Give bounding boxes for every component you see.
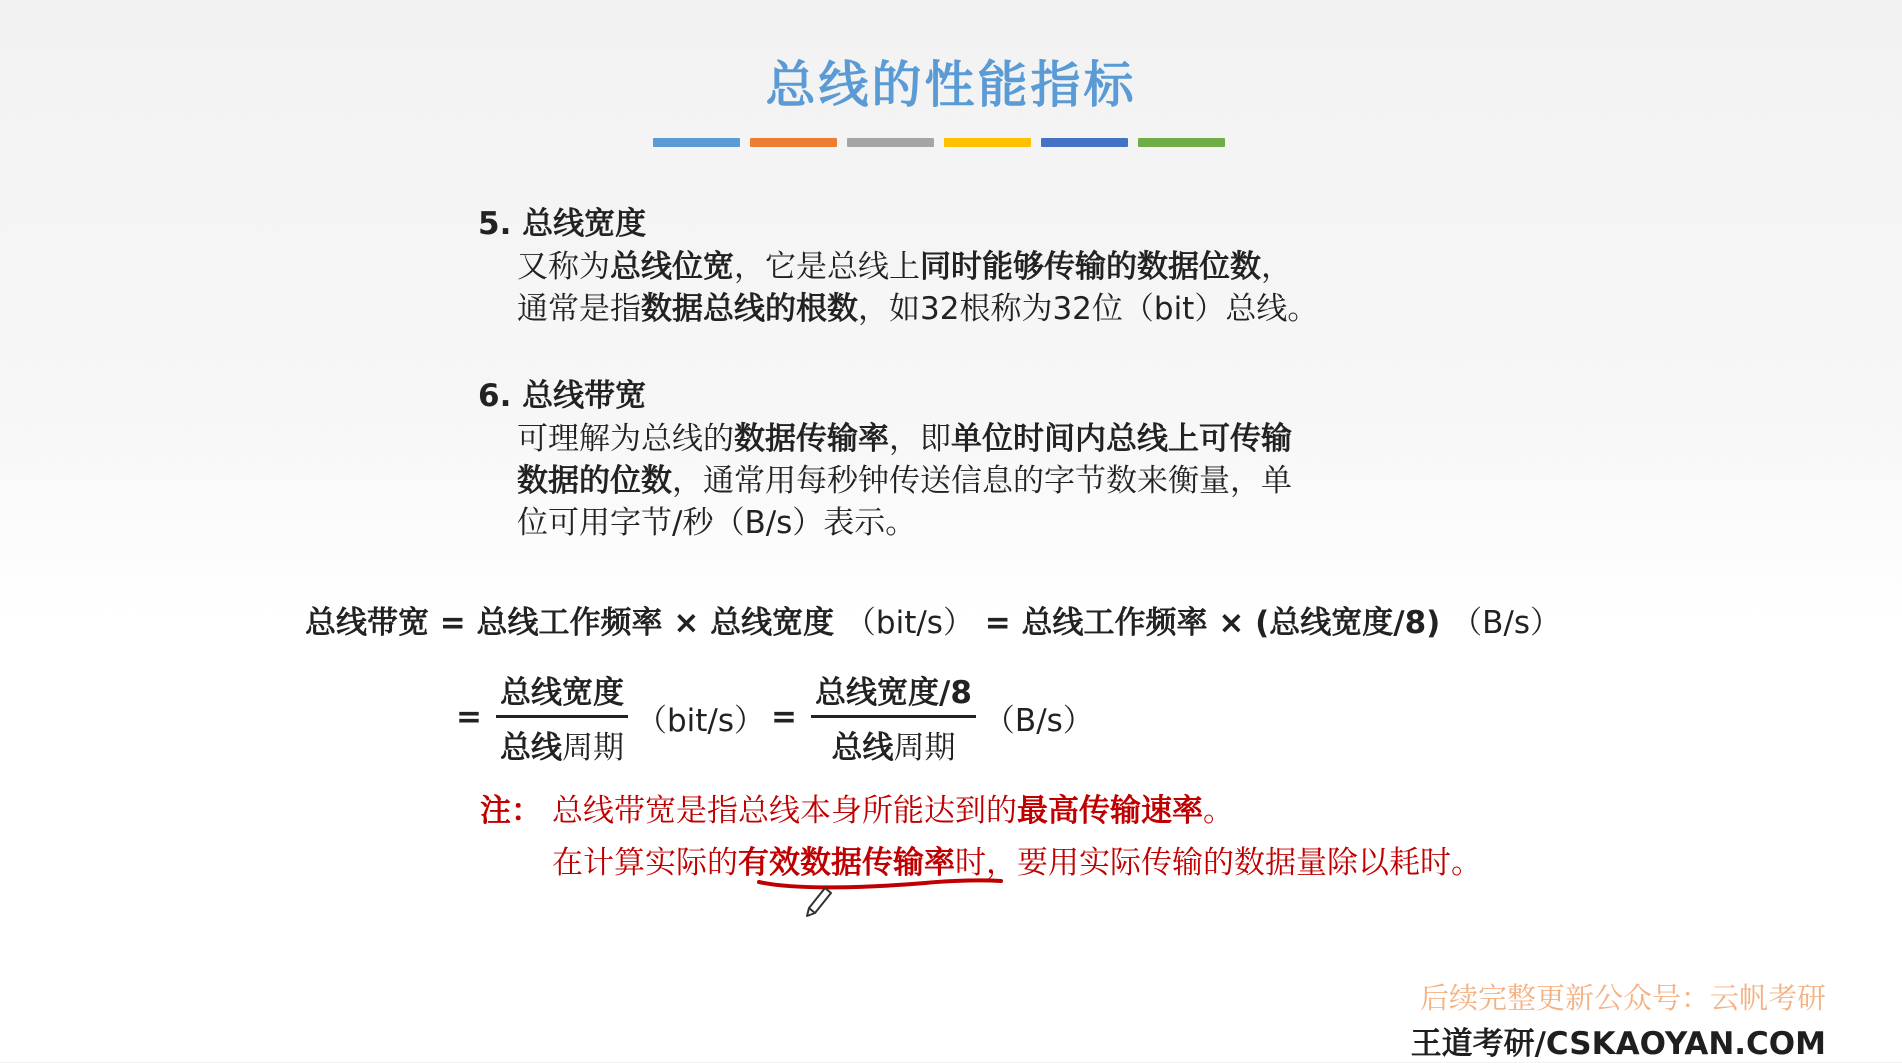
bold-text: 最高传输速率 xyxy=(1017,793,1203,829)
text: 时，要用实际传输的数据量除以耗时。 xyxy=(955,845,1482,881)
note-label: 注： xyxy=(480,793,542,829)
bold-text: 有效数据传输率 xyxy=(738,845,955,881)
fraction-numerator: 总线宽度 xyxy=(496,667,628,718)
formula-part-1: 总线带宽 = 总线工作频率 × 总线宽度 xyxy=(305,605,835,641)
footer-brand: 王道考研/CSKAOYAN.COM xyxy=(1410,1026,1826,1062)
color-bar-segment xyxy=(944,138,1031,147)
color-bar-segment xyxy=(1138,138,1225,147)
footer-subscribe-text: 后续完整更新公众号：云帆考研 xyxy=(1419,981,1826,1015)
section-5-heading: 5. 总线宽度 xyxy=(478,206,647,242)
equals-sign: = xyxy=(771,699,798,735)
equals-sign: = xyxy=(456,699,482,735)
text: 通常是指 xyxy=(517,291,641,327)
text: ， xyxy=(1261,249,1292,285)
text: 总线带宽是指总线本身所能达到的 xyxy=(552,793,1017,829)
slide-title: 总线的性能指标 xyxy=(765,56,1137,114)
text: ，即 xyxy=(889,421,951,457)
pen-cursor-icon xyxy=(807,888,831,916)
fraction-denominator: 总线周期 xyxy=(499,730,624,766)
color-bar-segment xyxy=(750,138,837,147)
section-6-heading: 6. 总线带宽 xyxy=(478,378,647,414)
formula-part-2: = 总线工作频率 × (总线宽度/8) xyxy=(984,605,1441,641)
color-bar-segment xyxy=(847,138,934,147)
text: ，它是总线上 xyxy=(734,249,920,285)
formula-unit-bytes: （B/s） xyxy=(1451,605,1561,641)
formula-unit-bits: （bit/s） xyxy=(844,605,974,641)
section-6-line-2 xyxy=(517,460,1292,502)
text: ，通常用每秒钟传送信息的字节数来衡量，单 xyxy=(672,463,1292,499)
text: 。 xyxy=(1203,793,1234,829)
color-bar-segment xyxy=(1041,138,1128,147)
bandwidth-formula xyxy=(305,597,1561,642)
bandwidth-fraction-formula xyxy=(450,667,1094,767)
bold-text: 数据传输率 xyxy=(734,421,889,457)
fraction-denominator: 总线周期 xyxy=(831,730,956,766)
section-5-line-1 xyxy=(517,246,1292,288)
bold-text: 同时能够传输的数据位数 xyxy=(920,249,1261,285)
text: ，如32根称为32位（bit）总线。 xyxy=(858,291,1319,327)
section-6-line-3 xyxy=(517,502,916,544)
section-5-line-2 xyxy=(517,288,1318,330)
note-line-1 xyxy=(552,785,1234,830)
fraction-width-over-period xyxy=(496,667,628,767)
bold-text: 单位时间内总线上可传输 xyxy=(951,421,1292,457)
section-6-line-1 xyxy=(517,418,1292,460)
handwritten-underline xyxy=(755,872,1015,922)
fraction-numerator: 总线宽度/8 xyxy=(811,667,976,718)
bold-text: 数据总线的根数 xyxy=(641,291,858,327)
text: 在计算实际的 xyxy=(552,845,738,881)
text: 又称为 xyxy=(517,249,610,285)
color-bar-segment xyxy=(653,138,740,147)
formula-unit-bytes: （B/s） xyxy=(983,702,1094,739)
text: 可理解为总线的 xyxy=(517,421,734,457)
title-color-bar xyxy=(653,138,1225,147)
bold-text: 总线位宽 xyxy=(610,249,734,285)
formula-unit-bits: （bit/s） xyxy=(635,702,766,739)
note-line-2 xyxy=(552,837,1482,882)
bold-text: 数据的位数 xyxy=(517,463,672,499)
fraction-width8-over-period xyxy=(811,667,976,767)
text: 位可用字节/秒（B/s）表示。 xyxy=(517,505,917,541)
